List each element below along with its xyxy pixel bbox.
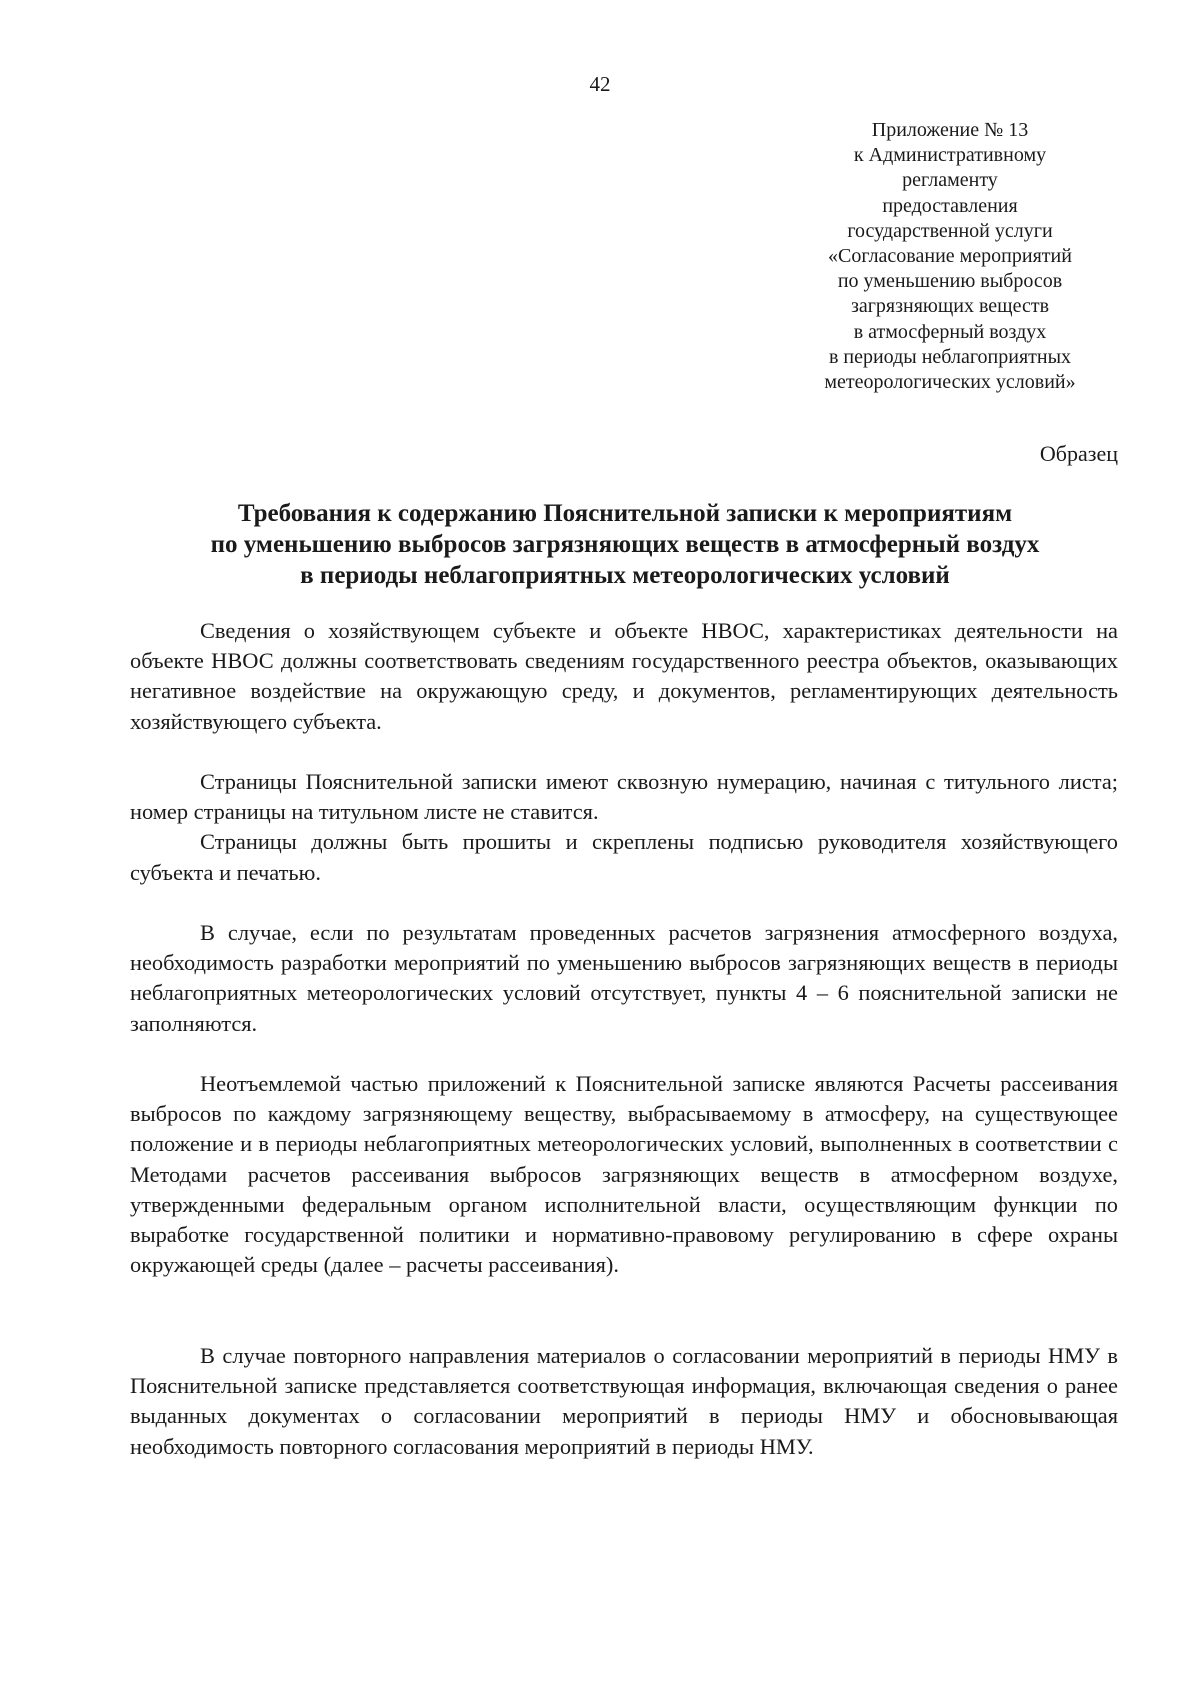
paragraph-block-4 — [130, 1069, 1118, 1280]
paragraph-block-1 — [130, 616, 1118, 737]
appendix-line: предоставления — [882, 194, 1018, 217]
document-title — [130, 498, 1120, 591]
appendix-line: к Административному — [853, 144, 1047, 167]
page-number: 42 — [589, 72, 611, 96]
title-line: в периоды неблагоприятных метеорологических условий — [300, 562, 950, 589]
appendix-line: Приложение № 13 — [871, 119, 1029, 141]
appendix-line: в периоды неблагоприятных — [828, 345, 1072, 368]
title-line: по уменьшению выбросов загрязняющих веществ в атмосферный воздух — [210, 531, 1040, 558]
title-line: Требования к содержанию Пояснительной записки к мероприятиям — [237, 500, 1013, 527]
paragraph: Страницы должны быть прошиты и скреплены подписью руководителя хозяйствующего субъекта и печатью. — [130, 829, 1118, 885]
appendix-line: в атмосферный воздух — [853, 320, 1047, 343]
appendix-line: регламенту — [902, 169, 998, 192]
paragraph: В случае, если по результатам проведенных расчетов загрязнения атмосферного воздуха, необходимость разработки мероприятий по уменьшению выбросов загрязняющих веществ в периоды неблагоприятных метеорологических условий отсутствует, пункты 4 – 6 пояснительной записки не заполняются. — [130, 920, 1118, 1036]
appendix-line: метеорологических условий» — [824, 371, 1076, 394]
paragraph-block-5 — [130, 1341, 1118, 1462]
paragraph: Сведения о хозяйствующем субъекте и объекте НВОС, характеристиках деятельности на объекте НВОС должны соответствовать сведениям государственного реестра объектов, оказывающих негативное воздействие на окружающую среду, и документов, регламентирующих деятельность хозяйствующего субъекта. — [130, 618, 1118, 734]
paragraph: Неотъемлемой частью приложений к Пояснительной записке являются Расчеты рассеивания выбросов по каждому загрязняющему веществу, выбрасываемому в атмосферу, на существующее положение и в периоды неблагоприятных метеорологических условий, выполненных в соответствии с Методами расчетов рассеивания выбросов загрязняющих веществ в атмосферном воздухе, утвержденными федеральным органом исполнительной власти, осуществляющим функции по выработке государственной политики и нормативно-правовому регулированию в сфере охраны окружающей среды (далее – расчеты рассеивания). — [130, 1071, 1118, 1278]
paragraph-block-3 — [130, 918, 1118, 1039]
appendix-header — [780, 118, 1120, 395]
paragraph-block-2 — [130, 767, 1118, 888]
appendix-line: по уменьшению выбросов — [837, 270, 1063, 293]
appendix-line: «Согласование мероприятий — [828, 245, 1072, 268]
paragraph: В случае повторного направления материалов о согласовании мероприятий в периоды НМУ в Пояснительной записке представляется соответствующая информация, включающая сведения о ранее выданных документах о согласовании мероприятий в периоды НМУ и обосновывающая необходимость повторного согласования мероприятий в периоды НМУ. — [130, 1343, 1118, 1459]
paragraph: Страницы Пояснительной записки имеют сквозную нумерацию, начиная с титульного листа; номер страницы на титульном листе не ставится. — [130, 769, 1118, 825]
sample-label: Образец — [1039, 441, 1118, 466]
appendix-line: государственной услуги — [847, 219, 1053, 242]
appendix-line: загрязняющих веществ — [850, 295, 1050, 318]
